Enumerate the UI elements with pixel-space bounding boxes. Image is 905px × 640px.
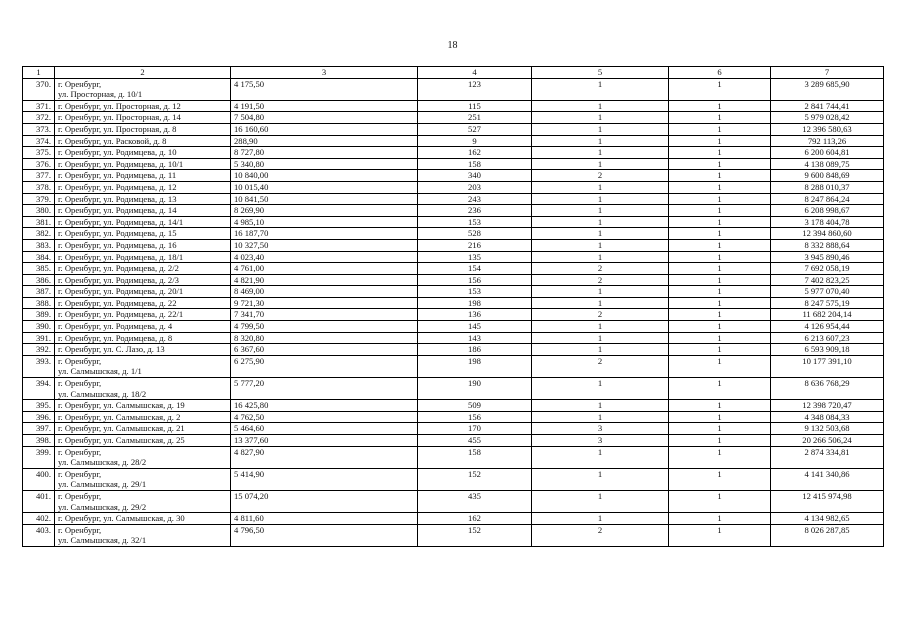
column-6-cell: 1 <box>669 205 771 217</box>
column-5-cell: 1 <box>532 100 669 112</box>
cost-cell: 7 402 823,25 <box>771 274 884 286</box>
cost-cell: 6 208 998,67 <box>771 205 884 217</box>
address-cell <box>55 378 231 400</box>
address-cell: г. Оренбург, ул. Салмышская, д. 25 <box>55 435 231 447</box>
address-line-street: ул. Салмышская, д. 32/1 <box>58 535 147 546</box>
table-row <box>23 490 884 512</box>
address-cell: г. Оренбург, ул. Родимцева, д. 14 <box>55 205 231 217</box>
residents-cell: 152 <box>418 468 532 490</box>
table-row <box>23 274 884 286</box>
column-5-cell: 1 <box>532 205 669 217</box>
row-number-cell: 383. <box>23 239 55 251</box>
column-6-cell: 1 <box>669 524 771 546</box>
table-row <box>23 112 884 124</box>
area-cell: 10 327,50 <box>231 239 418 251</box>
column-5-cell: 1 <box>532 411 669 423</box>
address-line-city: г. Оренбург, <box>58 378 102 389</box>
column-header: 4 <box>418 67 532 79</box>
area-cell: 4 175,50 <box>231 78 418 100</box>
cost-cell: 9 132 503,68 <box>771 423 884 435</box>
residents-cell: 203 <box>418 181 532 193</box>
table-row <box>23 147 884 159</box>
area-cell: 5 414,90 <box>231 468 418 490</box>
address-cell: г. Оренбург, ул. Расковой, д. 8 <box>55 135 231 147</box>
address-line-city: г. Оренбург, <box>58 468 102 479</box>
row-number-cell: 403. <box>23 524 55 546</box>
table-header <box>23 67 884 79</box>
area-cell: 288,90 <box>231 135 418 147</box>
cost-cell: 8 636 768,29 <box>771 378 884 400</box>
table-row <box>23 251 884 263</box>
table-row <box>23 513 884 525</box>
cost-cell: 6 200 604,81 <box>771 147 884 159</box>
row-number-cell: 377. <box>23 170 55 182</box>
area-cell: 4 811,60 <box>231 513 418 525</box>
area-cell: 10 015,40 <box>231 181 418 193</box>
table-row <box>23 170 884 182</box>
row-number-cell: 370. <box>23 78 55 100</box>
cost-cell: 11 682 204,14 <box>771 309 884 321</box>
table-row <box>23 400 884 412</box>
row-number-cell: 381. <box>23 216 55 228</box>
table-row <box>23 193 884 205</box>
column-5-cell: 1 <box>532 216 669 228</box>
column-5-cell: 1 <box>532 251 669 263</box>
column-6-cell: 1 <box>669 78 771 100</box>
cost-cell: 12 415 974,98 <box>771 490 884 512</box>
cost-cell: 12 396 580,63 <box>771 123 884 135</box>
cost-cell: 4 126 954,44 <box>771 321 884 333</box>
address-line-city: г. Оренбург, <box>58 355 102 366</box>
area-cell: 6 367,60 <box>231 344 418 356</box>
header-row <box>23 67 884 79</box>
address-cell: г. Оренбург, ул. Родимцева, д. 20/1 <box>55 286 231 298</box>
column-5-cell: 1 <box>532 147 669 159</box>
area-cell: 4 821,90 <box>231 274 418 286</box>
column-5-cell: 1 <box>532 378 669 400</box>
column-6-cell: 1 <box>669 263 771 275</box>
address-cell: г. Оренбург, ул. Салмышская, д. 21 <box>55 423 231 435</box>
address-cell: г. Оренбург, ул. Салмышская, д. 30 <box>55 513 231 525</box>
table-row <box>23 216 884 228</box>
area-cell: 10 840,00 <box>231 170 418 182</box>
row-number-cell: 397. <box>23 423 55 435</box>
area-cell: 4 762,50 <box>231 411 418 423</box>
area-cell: 4 799,50 <box>231 321 418 333</box>
area-cell: 4 985,10 <box>231 216 418 228</box>
column-5-cell: 1 <box>532 239 669 251</box>
cost-cell: 3 945 890,46 <box>771 251 884 263</box>
address-line-city: г. Оренбург, <box>58 446 102 457</box>
table-row <box>23 468 884 490</box>
address-cell: г. Оренбург, ул. Родимцева, д. 22 <box>55 297 231 309</box>
residents-cell: 156 <box>418 274 532 286</box>
row-number-cell: 401. <box>23 490 55 512</box>
table-row <box>23 228 884 240</box>
address-line-city: г. Оренбург, <box>58 490 102 501</box>
residents-cell: 455 <box>418 435 532 447</box>
column-5-cell: 2 <box>532 274 669 286</box>
address-line-street: ул. Салмышская, д. 29/1 <box>58 479 147 490</box>
address-cell <box>55 446 231 468</box>
residents-cell: 190 <box>418 378 532 400</box>
row-number-cell: 372. <box>23 112 55 124</box>
cost-cell: 4 138 089,75 <box>771 158 884 170</box>
address-cell: г. Оренбург, ул. Родимцева, д. 18/1 <box>55 251 231 263</box>
table-row <box>23 297 884 309</box>
column-5-cell: 1 <box>532 332 669 344</box>
column-5-cell: 2 <box>532 263 669 275</box>
column-6-cell: 1 <box>669 513 771 525</box>
residents-cell: 251 <box>418 112 532 124</box>
residents-cell: 527 <box>418 123 532 135</box>
column-6-cell: 1 <box>669 286 771 298</box>
table-row <box>23 100 884 112</box>
column-header: 2 <box>55 67 231 79</box>
column-header: 6 <box>669 67 771 79</box>
cost-cell: 792 113,26 <box>771 135 884 147</box>
table-body <box>23 78 884 546</box>
area-cell: 10 841,50 <box>231 193 418 205</box>
table-row <box>23 378 884 400</box>
column-5-cell: 1 <box>532 321 669 333</box>
area-cell: 8 469,00 <box>231 286 418 298</box>
residents-cell: 236 <box>418 205 532 217</box>
residents-cell: 152 <box>418 524 532 546</box>
cost-cell: 8 247 864,24 <box>771 193 884 205</box>
residents-cell: 243 <box>418 193 532 205</box>
address-line-street: ул. Салмышская, д. 1/1 <box>58 366 142 377</box>
address-cell: г. Оренбург, ул. Родимцева, д. 14/1 <box>55 216 231 228</box>
area-cell: 5 777,20 <box>231 378 418 400</box>
area-cell: 16 425,80 <box>231 400 418 412</box>
column-6-cell: 1 <box>669 309 771 321</box>
column-6-cell: 1 <box>669 423 771 435</box>
column-header: 5 <box>532 67 669 79</box>
area-cell: 9 721,30 <box>231 297 418 309</box>
residents-cell: 136 <box>418 309 532 321</box>
page-number: 18 <box>447 40 458 51</box>
residents-cell: 135 <box>418 251 532 263</box>
column-5-cell: 1 <box>532 181 669 193</box>
area-cell: 5 340,80 <box>231 158 418 170</box>
table-row <box>23 446 884 468</box>
row-number-cell: 378. <box>23 181 55 193</box>
column-6-cell: 1 <box>669 378 771 400</box>
table-row <box>23 78 884 100</box>
residents-cell: 528 <box>418 228 532 240</box>
column-5-cell: 1 <box>532 228 669 240</box>
area-cell: 4 827,90 <box>231 446 418 468</box>
address-line-street: ул. Салмышская, д. 28/2 <box>58 457 147 468</box>
cost-cell: 3 289 685,90 <box>771 78 884 100</box>
address-cell: г. Оренбург, ул. Родимцева, д. 11 <box>55 170 231 182</box>
cost-cell: 6 213 607,23 <box>771 332 884 344</box>
cost-cell: 8 247 575,19 <box>771 297 884 309</box>
residents-cell: 115 <box>418 100 532 112</box>
area-cell: 4 191,50 <box>231 100 418 112</box>
column-5-cell: 3 <box>532 423 669 435</box>
area-cell: 6 275,90 <box>231 355 418 377</box>
column-6-cell: 1 <box>669 158 771 170</box>
column-5-cell: 1 <box>532 193 669 205</box>
address-cell: г. Оренбург, ул. Родимцева, д. 16 <box>55 239 231 251</box>
address-cell: г. Оренбург, ул. Родимцева, д. 22/1 <box>55 309 231 321</box>
row-number-cell: 373. <box>23 123 55 135</box>
cost-cell: 10 177 391,10 <box>771 355 884 377</box>
row-number-cell: 392. <box>23 344 55 356</box>
row-number-cell: 375. <box>23 147 55 159</box>
residents-cell: 9 <box>418 135 532 147</box>
column-5-cell: 2 <box>532 524 669 546</box>
column-6-cell: 1 <box>669 228 771 240</box>
cost-cell: 6 593 909,18 <box>771 344 884 356</box>
row-number-cell: 384. <box>23 251 55 263</box>
address-cell <box>55 490 231 512</box>
table-row <box>23 435 884 447</box>
address-cell: г. Оренбург, ул. Родимцева, д. 2/3 <box>55 274 231 286</box>
registry-table <box>22 66 884 547</box>
row-number-cell: 396. <box>23 411 55 423</box>
column-6-cell: 1 <box>669 147 771 159</box>
area-cell: 16 187,70 <box>231 228 418 240</box>
column-5-cell: 3 <box>532 435 669 447</box>
residents-cell: 198 <box>418 297 532 309</box>
cost-cell: 20 266 506,24 <box>771 435 884 447</box>
cost-cell: 12 394 860,60 <box>771 228 884 240</box>
row-number-cell: 379. <box>23 193 55 205</box>
area-cell: 5 464,60 <box>231 423 418 435</box>
column-5-cell: 1 <box>532 112 669 124</box>
area-cell: 4 023,40 <box>231 251 418 263</box>
cost-cell: 8 026 287,85 <box>771 524 884 546</box>
table-row <box>23 205 884 217</box>
residents-cell: 509 <box>418 400 532 412</box>
address-cell: г. Оренбург, ул. Родимцева, д. 8 <box>55 332 231 344</box>
residents-cell: 153 <box>418 286 532 298</box>
column-6-cell: 1 <box>669 468 771 490</box>
row-number-cell: 402. <box>23 513 55 525</box>
cost-cell: 5 977 070,40 <box>771 286 884 298</box>
residents-cell: 143 <box>418 332 532 344</box>
column-5-cell: 1 <box>532 123 669 135</box>
row-number-cell: 376. <box>23 158 55 170</box>
column-5-cell: 2 <box>532 170 669 182</box>
residents-cell: 162 <box>418 513 532 525</box>
address-cell <box>55 524 231 546</box>
area-cell: 15 074,20 <box>231 490 418 512</box>
cost-cell: 9 600 848,69 <box>771 170 884 182</box>
row-number-cell: 399. <box>23 446 55 468</box>
row-number-cell: 386. <box>23 274 55 286</box>
area-cell: 7 341,70 <box>231 309 418 321</box>
area-cell: 8 269,90 <box>231 205 418 217</box>
column-5-cell: 1 <box>532 158 669 170</box>
address-cell: г. Оренбург, ул. Родимцева, д. 13 <box>55 193 231 205</box>
cost-cell: 4 134 982,65 <box>771 513 884 525</box>
table-row <box>23 123 884 135</box>
table-row <box>23 309 884 321</box>
row-number-cell: 371. <box>23 100 55 112</box>
cost-cell: 8 288 010,37 <box>771 181 884 193</box>
column-6-cell: 1 <box>669 400 771 412</box>
table-row <box>23 321 884 333</box>
column-6-cell: 1 <box>669 344 771 356</box>
table-row <box>23 181 884 193</box>
table-row <box>23 239 884 251</box>
column-6-cell: 1 <box>669 274 771 286</box>
address-line-street: ул. Салмышская, д. 18/2 <box>58 388 147 399</box>
table-row <box>23 423 884 435</box>
area-cell: 7 504,80 <box>231 112 418 124</box>
residents-cell: 186 <box>418 344 532 356</box>
row-number-cell: 389. <box>23 309 55 321</box>
cost-cell: 8 332 888,64 <box>771 239 884 251</box>
address-cell: г. Оренбург, ул. Родимцева, д. 10/1 <box>55 158 231 170</box>
row-number-cell: 395. <box>23 400 55 412</box>
address-line-city: г. Оренбург, <box>58 524 102 535</box>
row-number-cell: 388. <box>23 297 55 309</box>
cost-cell: 5 979 028,42 <box>771 112 884 124</box>
cost-cell: 4 348 084,33 <box>771 411 884 423</box>
row-number-cell: 387. <box>23 286 55 298</box>
column-5-cell: 1 <box>532 513 669 525</box>
area-cell: 8 320,80 <box>231 332 418 344</box>
column-6-cell: 1 <box>669 355 771 377</box>
address-cell: г. Оренбург, ул. Родимцева, д. 2/2 <box>55 263 231 275</box>
address-line-street: ул. Просторная, д. 10/1 <box>58 89 143 100</box>
row-number-cell: 390. <box>23 321 55 333</box>
residents-cell: 123 <box>418 78 532 100</box>
table-row <box>23 286 884 298</box>
cost-cell: 7 692 058,19 <box>771 263 884 275</box>
column-6-cell: 1 <box>669 490 771 512</box>
column-5-cell: 1 <box>532 490 669 512</box>
table-row <box>23 158 884 170</box>
column-5-cell: 2 <box>532 309 669 321</box>
row-number-cell: 374. <box>23 135 55 147</box>
row-number-cell: 391. <box>23 332 55 344</box>
column-5-cell: 1 <box>532 344 669 356</box>
table-row <box>23 135 884 147</box>
residents-cell: 435 <box>418 490 532 512</box>
residents-cell: 153 <box>418 216 532 228</box>
column-6-cell: 1 <box>669 239 771 251</box>
address-cell: г. Оренбург, ул. Просторная, д. 14 <box>55 112 231 124</box>
area-cell: 8 727,80 <box>231 147 418 159</box>
column-5-cell: 1 <box>532 78 669 100</box>
column-header: 3 <box>231 67 418 79</box>
column-5-cell: 1 <box>532 286 669 298</box>
row-number-cell: 398. <box>23 435 55 447</box>
column-5-cell: 1 <box>532 135 669 147</box>
address-cell <box>55 355 231 377</box>
row-number-cell: 380. <box>23 205 55 217</box>
column-header: 7 <box>771 67 884 79</box>
table-row <box>23 332 884 344</box>
column-5-cell: 2 <box>532 355 669 377</box>
column-6-cell: 1 <box>669 193 771 205</box>
area-cell: 4 796,50 <box>231 524 418 546</box>
area-cell: 13 377,60 <box>231 435 418 447</box>
row-number-cell: 385. <box>23 263 55 275</box>
column-6-cell: 1 <box>669 100 771 112</box>
address-cell: г. Оренбург, ул. Родимцева, д. 4 <box>55 321 231 333</box>
column-5-cell: 1 <box>532 446 669 468</box>
column-6-cell: 1 <box>669 435 771 447</box>
address-cell: г. Оренбург, ул. Родимцева, д. 12 <box>55 181 231 193</box>
row-number-cell: 393. <box>23 355 55 377</box>
column-6-cell: 1 <box>669 332 771 344</box>
table-row <box>23 355 884 377</box>
residents-cell: 156 <box>418 411 532 423</box>
table-row <box>23 524 884 546</box>
address-cell: г. Оренбург, ул. С. Лазо, д. 13 <box>55 344 231 356</box>
column-6-cell: 1 <box>669 123 771 135</box>
residents-cell: 340 <box>418 170 532 182</box>
table-row <box>23 263 884 275</box>
address-cell: г. Оренбург, ул. Просторная, д. 8 <box>55 123 231 135</box>
residents-cell: 154 <box>418 263 532 275</box>
residents-cell: 216 <box>418 239 532 251</box>
area-cell: 16 160,60 <box>231 123 418 135</box>
address-cell <box>55 78 231 100</box>
column-6-cell: 1 <box>669 321 771 333</box>
residents-cell: 162 <box>418 147 532 159</box>
column-6-cell: 1 <box>669 112 771 124</box>
table-row <box>23 344 884 356</box>
address-cell: г. Оренбург, ул. Салмышская, д. 2 <box>55 411 231 423</box>
cost-cell: 4 141 340,86 <box>771 468 884 490</box>
column-6-cell: 1 <box>669 170 771 182</box>
address-cell <box>55 468 231 490</box>
address-line-city: г. Оренбург, <box>58 78 102 89</box>
row-number-cell: 394. <box>23 378 55 400</box>
address-cell: г. Оренбург, ул. Родимцева, д. 10 <box>55 147 231 159</box>
column-6-cell: 1 <box>669 181 771 193</box>
residents-cell: 198 <box>418 355 532 377</box>
column-6-cell: 1 <box>669 411 771 423</box>
column-6-cell: 1 <box>669 216 771 228</box>
residents-cell: 158 <box>418 446 532 468</box>
column-6-cell: 1 <box>669 135 771 147</box>
residents-cell: 158 <box>418 158 532 170</box>
cost-cell: 2 841 744,41 <box>771 100 884 112</box>
column-5-cell: 1 <box>532 468 669 490</box>
address-line-street: ул. Салмышская, д. 29/2 <box>58 501 147 512</box>
cost-cell: 2 874 334,81 <box>771 446 884 468</box>
address-cell: г. Оренбург, ул. Салмышская, д. 19 <box>55 400 231 412</box>
residents-cell: 145 <box>418 321 532 333</box>
cost-cell: 3 178 404,78 <box>771 216 884 228</box>
residents-cell: 170 <box>418 423 532 435</box>
column-6-cell: 1 <box>669 251 771 263</box>
column-6-cell: 1 <box>669 446 771 468</box>
cost-cell: 12 398 720,47 <box>771 400 884 412</box>
column-6-cell: 1 <box>669 297 771 309</box>
column-5-cell: 1 <box>532 297 669 309</box>
column-header: 1 <box>23 67 55 79</box>
address-cell: г. Оренбург, ул. Родимцева, д. 15 <box>55 228 231 240</box>
row-number-cell: 400. <box>23 468 55 490</box>
address-cell: г. Оренбург, ул. Просторная, д. 12 <box>55 100 231 112</box>
column-5-cell: 1 <box>532 400 669 412</box>
area-cell: 4 761,00 <box>231 263 418 275</box>
row-number-cell: 382. <box>23 228 55 240</box>
table-row <box>23 411 884 423</box>
